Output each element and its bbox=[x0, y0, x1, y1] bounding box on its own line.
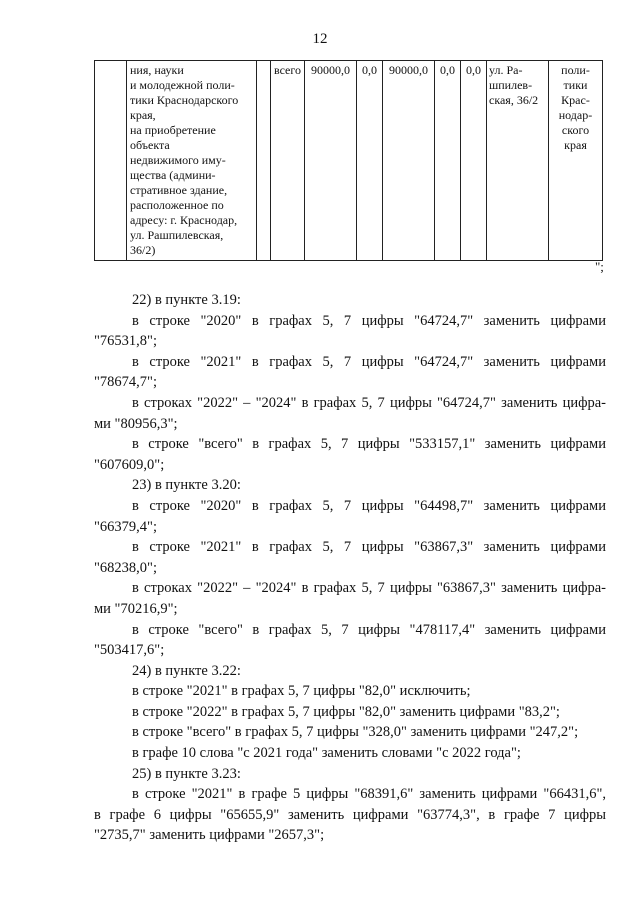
executor-line: тики bbox=[563, 78, 588, 92]
paragraph-line: в строке "2022" в графах 5, 7 цифры "82,0" заменить цифрами "83,2"; bbox=[132, 703, 560, 720]
name-line: объекта bbox=[130, 138, 170, 152]
cell-executor bbox=[549, 61, 603, 261]
paragraph-line: в строке "2021" в графах 5, 7 цифры "82,0" исключить; bbox=[132, 683, 471, 700]
program-table-fragment bbox=[94, 60, 603, 261]
cell-name bbox=[127, 61, 257, 261]
name-line: адресу: г. Краснодар, bbox=[130, 213, 238, 227]
paragraph-line: в строке "всего" в графах 5, 7 цифры "478117,4" заменить цифрами bbox=[132, 621, 606, 638]
paragraph-line: в строке "всего" в графах 5, 7 цифры "328,0" заменить цифрами "247,2"; bbox=[132, 724, 579, 741]
paragraph-line: 24) в пункте 3.22: bbox=[132, 662, 241, 679]
paragraph-line: ми "70216,9"; bbox=[94, 600, 178, 617]
name-line: расположенное по bbox=[130, 198, 224, 212]
executor-line: края bbox=[564, 138, 587, 152]
name-line: и молодежной поли- bbox=[130, 78, 235, 92]
paragraph-line: 22) в пункте 3.19: bbox=[132, 292, 241, 308]
closing-quote: "; bbox=[595, 259, 604, 274]
paragraph-line: 25) в пункте 3.23: bbox=[132, 765, 241, 782]
paragraph-line: в строках "2022" – "2024" в графах 5, 7 цифры "63867,3" заменить цифра- bbox=[132, 580, 606, 597]
cell-address bbox=[487, 61, 549, 261]
paragraph-line: в строке "2021" в графах 5, 7 цифры "64724,7" заменить цифрами bbox=[132, 353, 606, 370]
name-line: ул. Рашпилевская, bbox=[130, 228, 224, 242]
address-line: ул. Ра- bbox=[489, 63, 523, 77]
paragraph-line: в строках "2022" – "2024" в графах 5, 7 цифры "64724,7" заменить цифра- bbox=[132, 394, 606, 411]
paragraph-line: в графе 6 цифры "65655,9" заменить цифрами "63774,3", в графе 7 цифры bbox=[94, 806, 606, 823]
cell-federal: 0,0 bbox=[357, 61, 383, 261]
paragraph-line: в строке "2021" в графе 5 цифры "68391,6" заменить цифрами "66431,6", bbox=[132, 786, 606, 803]
cell-local: 0,0 bbox=[435, 61, 461, 261]
cell-empty bbox=[257, 61, 271, 261]
table-row bbox=[95, 61, 603, 261]
paragraph-line: в строке "2021" в графах 5, 7 цифры "63867,3" заменить цифрами bbox=[132, 539, 606, 556]
page-number: 12 bbox=[312, 31, 328, 47]
paragraph-line: "78674,7"; bbox=[94, 374, 157, 391]
executor-line: Крас- bbox=[561, 93, 590, 107]
name-line: ния, науки bbox=[130, 63, 184, 77]
paragraph-line: 23) в пункте 3.20: bbox=[132, 477, 241, 494]
paragraph-line: "503417,6"; bbox=[94, 642, 165, 659]
paragraph-line: ми "80956,3"; bbox=[94, 415, 178, 432]
executor-line: поли- bbox=[561, 63, 590, 77]
paragraph-line: "76531,8"; bbox=[94, 333, 157, 350]
paragraph-line: "68238,0"; bbox=[94, 559, 157, 576]
name-line: 36/2) bbox=[130, 243, 156, 257]
executor-line: ского bbox=[561, 123, 590, 137]
name-line: недвижимого иму- bbox=[130, 153, 226, 167]
paragraph-line: "607609,0"; bbox=[94, 456, 165, 473]
paragraph-line: "2735,7" заменить цифрами "2657,3"; bbox=[94, 827, 325, 844]
name-line: тики Краснодарского bbox=[130, 93, 239, 107]
address-line: шпилев- bbox=[489, 78, 533, 92]
paragraph-line: в строке "2020" в графах 5, 7 цифры "64724,7" заменить цифрами bbox=[132, 312, 606, 329]
paragraph-line: в графе 10 слова "с 2021 года" заменить словами "с 2022 года"; bbox=[132, 745, 521, 762]
cell-regional: 90000,0 bbox=[383, 61, 435, 261]
executor-line: нодар- bbox=[558, 108, 593, 122]
cell-year: всего bbox=[271, 61, 305, 261]
paragraph-line: в строке "2020" в графах 5, 7 цифры "64498,7" заменить цифрами bbox=[132, 497, 606, 514]
paragraph-line: в строке "всего" в графах 5, 7 цифры "533157,1" заменить цифрами bbox=[132, 436, 606, 453]
paragraph-line: "66379,4"; bbox=[94, 518, 157, 535]
name-line: края, bbox=[130, 108, 156, 122]
cell-index bbox=[95, 61, 127, 261]
name-line: на приобретение bbox=[130, 123, 216, 137]
name-line: щества (админи- bbox=[130, 168, 216, 182]
name-line: стративное здание, bbox=[130, 183, 228, 197]
cell-extra: 0,0 bbox=[461, 61, 487, 261]
address-line: ская, 36/2 bbox=[489, 93, 539, 107]
cell-total: 90000,0 bbox=[305, 61, 357, 261]
amendment-text bbox=[94, 290, 606, 846]
